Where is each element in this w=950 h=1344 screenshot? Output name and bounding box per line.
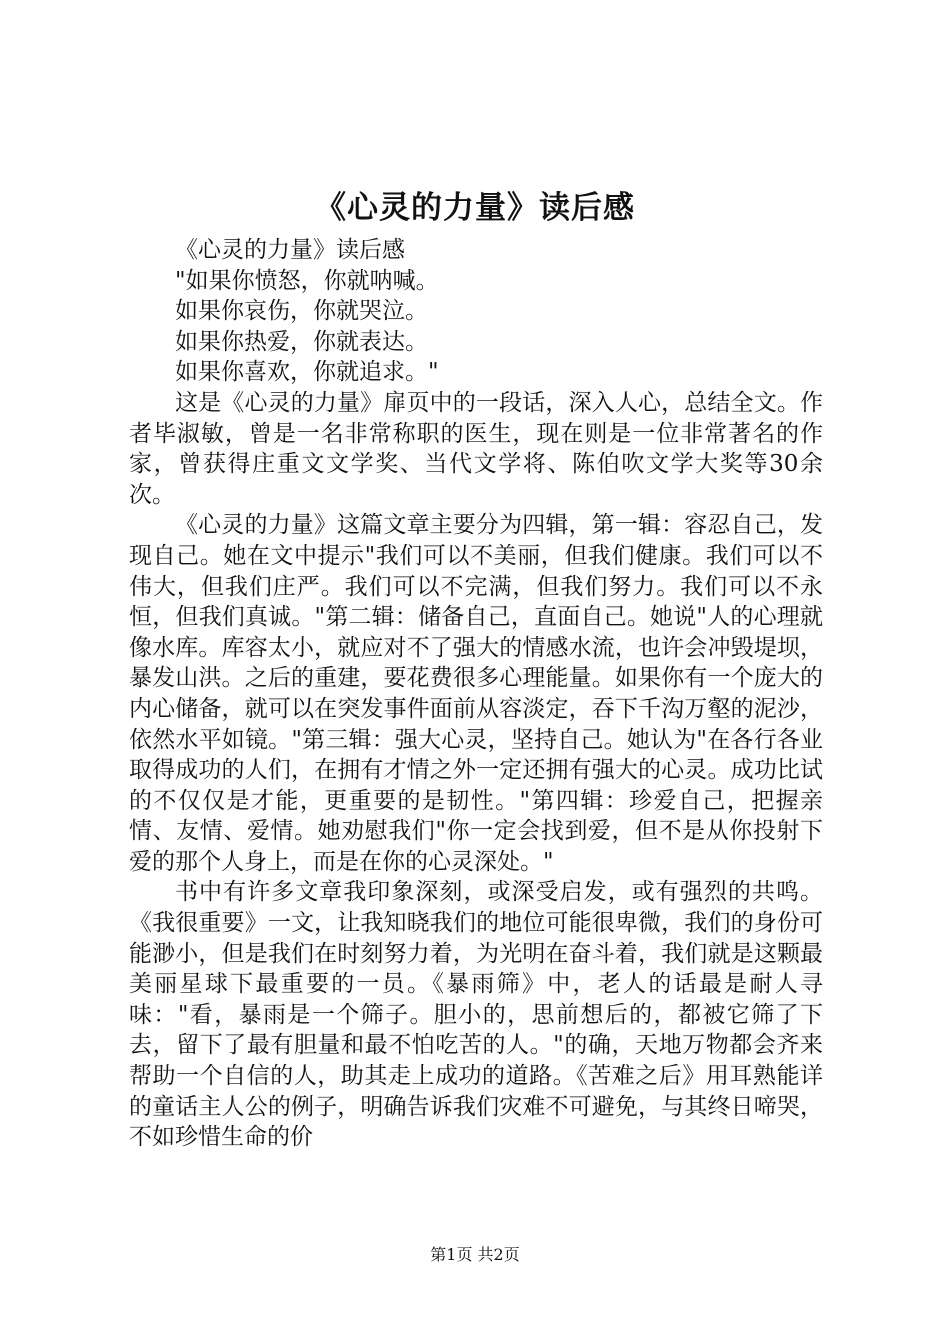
page-number-footer: 第1页 共2页 [430,1245,520,1264]
paragraph-impressions: 书中有许多文章我印象深刻，或深受启发，或有强烈的共鸣。《我很重要》一文，让我知晓我们的地位可能很卑微，我们的身份可能渺小，但是我们在时刻努力着，为光明在奋斗着，我们就是这颗最美丽星球下最重要的一员。《暴雨筛》中，老人的话最是耐人寻味："看，暴雨是一个筛子。胆小的，思前想后的，都被它筛了下去，留下了最有胆量和最不怕吃苦的人。"的确，天地万物都会齐来帮助一个自信的人，助其走上成功的道路。《苦难之后》用耳熟能详的童话主人公的例子，明确告诉我们灾难不可避免，与其终日啼哭，不如珍惜生命的价 [129,879,823,1151]
paragraph-heading: 《心灵的力量》读后感 [175,237,405,263]
document-body [129,235,823,1153]
quote-line-3: 如果你热爱，你就表达。 [175,328,428,355]
document-title: 《心灵的力量》读后感 [315,190,635,226]
quote-line-4: 如果你喜欢，你就追求。" [175,359,439,386]
paragraph-intro: 这是《心灵的力量》扉页中的一段话，深入人心，总结全文。作者毕淑敏，曾是一名非常称职的医生，现在则是一位非常著名的作家，曾获得庄重文文学奖、当代文学将、陈伯吹文学大奖等30余次。 [129,389,823,508]
quote-line-2: 如果你哀伤，你就哭泣。 [175,298,428,325]
quote-line-1: "如果你愤怒，你就呐喊。 [175,267,439,294]
paragraph-structure: 《心灵的力量》这篇文章主要分为四辑，第一辑：容忍自己，发现自己。她在文中提示"我们可以不美丽，但我们健康。我们可以不伟大，但我们庄严。我们可以不完满，但我们努力。我们可以不永恒，但我们真诚。"第二辑：储备自己，直面自己。她说"人的心理就像水库。库容太小，就应对不了强大的情感水流，也许会冲毁堤坝，暴发山洪。之后的重建，要花费很多心理能量。如果你有一个庞大的内心储备，就可以在突发事件面前从容淡定，吞下千沟万壑的泥沙，依然水平如镜。"第三辑：强大心灵，坚持自己。她认为"在各行各业取得成功的人们，在拥有才情之外一定还拥有强大的心灵。成功比试的不仅仅是才能，更重要的是韧性。"第四辑：珍爱自己，把握亲情、友情、爱情。她劝慰我们"你一定会找到爱，但不是从你投射下爱的那个人身上，而是在你的心灵深处。" [129,512,823,875]
